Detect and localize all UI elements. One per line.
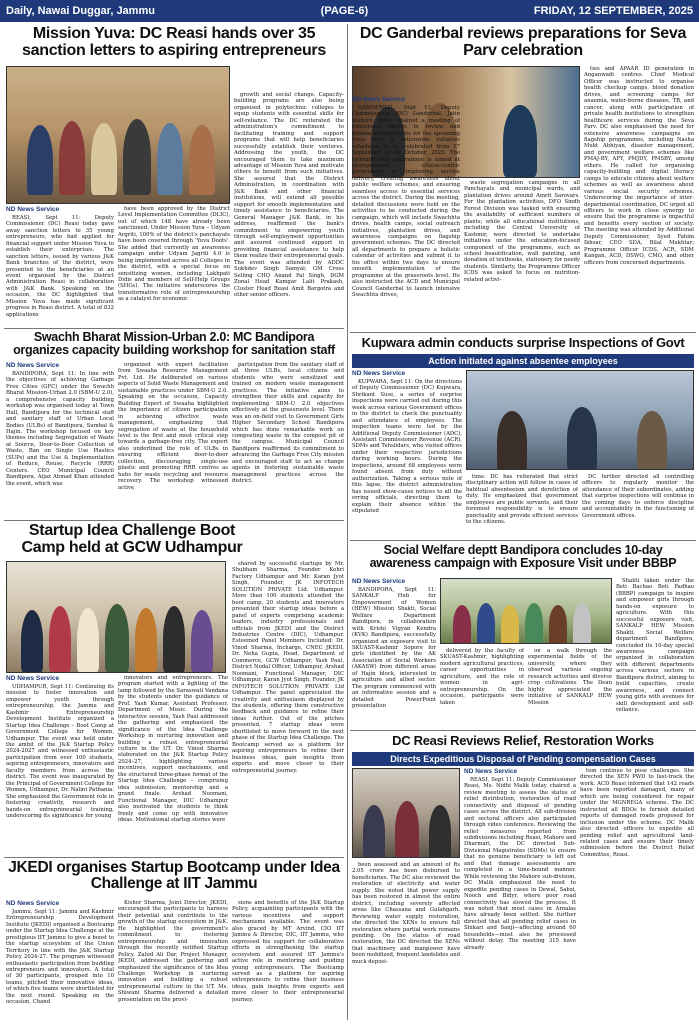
byline: ND News Service	[352, 370, 406, 377]
headline-startup-gcw: Startup Idea Challenge Boot Camp held at GCW Udhampur	[21, 522, 243, 556]
article-text: participation from the sanitary staff of all three ULBs, local citizens and students who were sensitized and trained on modern waste management practices. The initiative aims to strengthen their skills and capacity for implementing SBM-U 2.0 objectives effectively at the grassroots level. There was an on-field visit to Government Girls Higher Secondary School Bandipora which has done remarkable work on composting waste in the compost pit of the campus. Municipal Council Bandipora reaffirmed its commitment to advancing the Garbage Free City mission and encouraged staff to act as change agents in fostering sustainable waste management practices across the district.	[232, 362, 344, 485]
jkedi-col2	[118, 900, 228, 1018]
headline-mission-yuva: Mission Yuva: DC Reasi hands over 35 sanction letters to aspiring entrepreneurs	[22, 25, 326, 59]
dc-reasi-col3	[580, 768, 694, 1018]
article-text: time. DC has reiterated that strict disciplinary action will follow in cases of habitual absenteeism and dereliction of duty. He emphasized that government employees are public servants, and their foremost responsibility is to ensure punctuality and provide efficient services to the citizens.	[466, 474, 578, 526]
article-text: REASI, Sept 11: Deputy Commissioner (DC) Reasi today gave away sanction letters to 35 young entrepreneurs, who had applied for financial support under Mission Yuva to establish their enterprises. The sanction letters, issued by various J&K Bank branches of the district, were presented to the beneficiaries at an event organised by the District Administration Reasi in collaboration with J&K Bank. Speaking on the occasion, the DC highlighted that Mission Yuva has made significant progress in Reasi district. A total of 832 applications	[6, 214, 114, 318]
article-text: delivered by the faculty of SKUAST-Kashmir, highlighting modern agricultural practices, career opportunities in agriculture, and the role of women in agri-entrepreneurship. On the occasion, participants were taken	[440, 648, 524, 706]
photo-kupwara	[466, 370, 694, 470]
dc-reasi-col1	[464, 768, 576, 1018]
headline-kupwara: Kupwara admin conducts surprise Inspections of Govt	[361, 335, 685, 350]
article-text: REASI, Sept 11: Deputy Commissioner Reasi, Ms. Nidhi Malik today chaired a review meeting to assess the status of relief distribution, restoration of road connectivity and disposal of pending cases across the district. All sub-division and sectoral officers also participated through video conference. Reviewing the relief measures reported from subdivisions including Reasi, Mahore and Dharmari, the DC directed Sub-Divisional Magistrates (SDMs) to ensure that no genuine beneficiary is left out and that damage assessments are completed in a time-bound manner. While reviewing the Mahore sub-division, DC Malik emphasized the need to expedite pending cases in Dewal, Sabzi, Nooch and Bidyr, where poor road connectivity has slowed the process. It was noted that most cases in Arnalas have already been settled. She further directed that all pending relief cases in Shikari and Sanji—affecting around 60 households—must also be processed without delay. The meeting 315 have already	[464, 776, 576, 951]
section-divider	[4, 328, 344, 329]
social-welfare-col2	[440, 648, 524, 728]
article-text: UDHAMPUR, Sept 11: Continuing its mission to foster innovation and empower youth through entrepreneurship, the Jammu and Kashmir Entrepreneurship Development Institute organized a Startup Idea Challenge – Boot Camp at Government College for Women, Udhampur. The event was held under the ambit of the J&K Startup Policy 2024-2027 and witnessed enthusiastic participation from over 100 students, aspiring entrepreneurs, innovators and faculty members from across the district. The event was inaugurated by the Principal of Government College for Women, Udhampur, Dr. Nalini Pathania. She emphasized the Government role in fostering creativity, research and hands-on entrepreneurial training, underscoring its significance for young	[6, 683, 114, 819]
article-text: KUPWARA, Sept 11: On the directions of Deputy Commissioner (DC) Kupwara, Shrikant Suse, a series of surprise inspections were carried out during this week across various Government offices in the district to check the punctuality and attendance of employees. The inspection teams were led by the Additional Deputy Commissioner (ADC), Assistant Commissioner Revenue (ACR), SDMs and Tehsildars, who visited offices under their respective jurisdictions during working hours. During the inspections, around 68 employees were found absent from duty without authorization. Taking a serious note of this lapse, the district administration has issued show-cause notices to all the erring officials, directing them to explain their absence within the stipulated	[352, 378, 462, 514]
section-divider	[350, 540, 696, 541]
column-divider	[347, 24, 348, 1020]
photo-dc-reasi	[352, 768, 460, 858]
article-text: on a walk through the experimental fields of the university, where they observed various ongoing research activities and diverse crop cultivations. The Dean highly appreciated the initiative of SANKALP HEW Mission	[528, 648, 612, 706]
photo-mission-yuva	[6, 66, 230, 204]
startup-gcw-col3	[232, 561, 344, 855]
headline-ganderbal: DC Ganderbal reviews preparations for Seva Parv celebration	[359, 25, 687, 59]
article-text: BANDIPORA, Sept 11: In line with the objectives of achieving Garbage Free Cities (GFC) under the Swachh Bharat Mission–Urban 2.0 (SBM-U 2.0), a comprehensive capacity building workshop was organised today at Town Hall, Bandipora for the technical staff and sanitary staff of Urban Local Bodies (ULBs) of Bandipora, Sumbal & Hajin. The workshop focused on key themes including Segregation of Waste at Source, Door-to-Door Collection of Waste, Ban on Single Use Plastics (SUPs) and the Use & Implementation of Reduce, Reuse, Recycle (RRR) Centers. CEO Municipal Council Bandipora, Aijaz Ahmad Khan attended the event, which was	[6, 370, 114, 487]
byline: ND News Service	[352, 96, 406, 103]
paper-name: Daily, Nawai Duggar, Jammu	[6, 5, 155, 17]
byline: ND News Service	[6, 675, 60, 682]
article-text: organized with expert facilitation from Swaaha Resource Management Pvt. Ltd. He deliberated on various aspects of Solid Waste Management and sustainable practices under SBM-U 2.0. Speaking on the occasion, Capacity Building Expert of Swaaha highlighted the importance of citizen participation in achieving effective waste management, emphasizing that segregation of waste at the household level is the first and most critical step towards a garbage-free city. The expert also underlined the role of ULBs in ensuring efficient door-to-door collection, discouraging single-use plastic and promoting RRR centres as hubs for waste recycling and resource recovery. The workshop witnessed active	[118, 362, 228, 491]
jkedi-col1	[6, 900, 114, 1018]
section-divider	[350, 730, 696, 731]
social-welfare-col4	[616, 578, 694, 728]
startup-gcw-col1	[6, 675, 114, 855]
issue-date: FRIDAY, 12 SEPTEMBER, 2025	[533, 5, 693, 17]
kupwara-col1	[352, 370, 462, 538]
byline: ND News Service	[352, 578, 406, 585]
kupwara-col2	[466, 474, 578, 538]
photo-social-welfare	[440, 578, 612, 644]
article-text: DC further directed all controlling officers to regularly monitor the attendance of their subordinates, adding that surprise inspections will continue in the coming days to enforce discipline and accountability in the functioning of Government offices.	[582, 474, 694, 519]
swachh-col3	[232, 362, 344, 518]
article-text: innovators and entrepreneurs. The program started with a lighting of the lamp followed by the Saraswati Vandana by the students under the guidance of Prof. Yash Kumar, Assistant Professor, Department of Music. During the interactive session, Yash Paul addressed the gathering and emphasized the significance of the Idea Challenge Workshop in nurturing innovation and building a robust entrepreneurial culture in the UT. Dr. Vinod Sharma elaborated on the J&K Startup Policy 2024–27, highlighting various incentives, support mechanisms, and the structured three-phase format of the Startup Idea Challenge – comprising idea submission, mentorship and a grand finale. Arshad Noomani, Functional Manager, DIC Udhampur also motivated the students to think freely and come up with innovative ideas. Motivational startup stories were	[118, 675, 228, 823]
ganderbal-col1	[352, 96, 460, 330]
dc-reasi-subheadline-banner: Directs Expeditious Disposal of Pending compensation Cases	[352, 752, 694, 766]
ganderbal-col2	[464, 180, 580, 330]
headline-dc-reasi: DC Reasi Reviews Relief, Restoration Works	[392, 733, 654, 748]
ganderbal-col3	[584, 66, 694, 330]
mission-yuva-col2	[118, 206, 230, 326]
article-text: sions and benefits of the J&K Startup Policy, acquainting participants with the various incentives and support mechanisms available. The event was also graced by MT Arvind, CIO IIT Jammu & Director, DIC, IIT Jammu, who expressed his support for collaborative efforts in strengthening the startup ecosystem and assured IIT Jammu's active role in mentoring and guiding young entrepreneurs. The Bootcamp served as a platform for aspiring entrepreneurs to refine their business ideas, gain insights from experts and move closer to their entrepreneurial journey.	[232, 900, 344, 1003]
headline-social-welfare: Social Welfare deptt Bandipora concludes 10-day awareness campaign with Exposure Visit under BBBP	[369, 543, 677, 571]
headline-jkedi-iit: JKEDI organises Startup Bootcamp under Idea Challenge at IIT Jammu	[8, 859, 340, 893]
page-number: (PAGE-6)	[320, 5, 369, 17]
byline: ND News Service	[464, 768, 518, 775]
article-text: growth and social change. Capacity-building programs are also being organised in polytechnic colleges to equip students with essential skills for self-reliance. The DC reiterated the administration's commitment to facilitating training and support programs that will help beneficiaries successfully establish their ventures. Addressing the youth, the DC encouraged them to take maximum advantage of Mission Yuva and motivate others to benefit from such initiatives. She assured that the District Administration, in coordination with J&K Bank and other financial institutions, will extend all possible support for smooth implementation and timely assistance to beneficiaries. The General Manager J&K Bank, in his address, reaffirmed the bank's commitment to empowering youth through self-employment opportunities and assured continued support in providing financial assistance to help them realize their entrepreneurial goals. The event was attended by ADDC Sukhdev Singh Samyal; GM Cross Selling CHQ Anand Pal Singh, DGM Zonal Head Kamgar Lalit Prakash, Cluster Head Reasi Amit Bargotra and other senior officers.	[234, 92, 344, 299]
jkedi-col3	[232, 900, 344, 1018]
article-text: tion continue to pose challenges. She directed the XEN PWD to fast-track the work. ACD Reasi informed that 142 roads have been reported damaged, many of which are being considered for repair under the MGNREGA scheme. The DC instructed all BDOs to furnish detailed reports of damaged roads proposed for inclusion under the scheme. DC Malik also directed officers to expedite all pending relief and agricultural land-related cases and ensure their timely submission before the District Relief Committee, Reasi.	[580, 768, 694, 858]
mission-yuva-col1	[6, 206, 114, 326]
article-text: BANDIPORA, Sept 11: SANKALP Hub for Empowerment of Women (HEW) Mission Shakti, Social Welfare Department Bandipora, in collaboration with Krishi Vigyan Kendra (KVK) Bandipora, successfully organized an exposure visit to SKUAST-Kashmir Sopore for girls identified by the AK Association of Social Workers (AKASW) from different areas of Hajin block, interested in agriculture and allied sector. The program commenced with an informative session and a detailed PowerPoint presentation	[352, 586, 436, 710]
article-text: been assessed and an amount of Rs 2.05 crore has been disbursed to beneficiaries. The DC also reviewed the restoration of electricity and water supply. She noted that power supply has been restored in almost the entire district, including severely affected areas like Chassana and Gulabgarh. Reviewing water supply restoration, she directed the XENs to ensure full restoration where partial work remains pending. On the status of road restoration, the DC directed the XENs that machinery and manpower have been mobilized, frequent landslides and muck deposi-	[352, 862, 460, 965]
article-text: waste segregation campaigns in all Panchayats and municipal wards, and plantation drives around Amrit Sarovars. For the plantation activities, DFO Sindh Forest Division was tasked with ensuring the availability of sufficient numbers of plants; while all educational institutions, including the Central University of Kashmir, were directed to undertake initiatives under the education-focused component of the programme, such as school beautification, wall painting, and donation of textbooks, stationery for needy students. Similarly, the Programme Officer ICDS was asked to focus on nutrition-related activi-	[464, 180, 580, 283]
byline: ND News Service	[6, 362, 60, 369]
mission-yuva-col3	[234, 92, 344, 326]
kupwara-subheadline-banner: Action initiated against absentee employees	[352, 354, 694, 368]
article-text: have been approved by the District Level Implementation Committee (DLIC), out of which 148 have already been sanctioned. Under Mission Yuva – Udyam Argriti, 100% of the district's panchayats have been covered through 'Yuva Doots'. She added that currently an awareness campaign under Udyam Jagriti 4.0 is being implemented across all Colleges in the district, with a special focus on sensitizing women, including Lakhpati Didis and members of Self-Help Groups (SHGs). The initiative underscores the transformative role of entrepreneurship as a catalyst for economic	[118, 206, 230, 303]
social-welfare-col1	[352, 578, 436, 728]
article-text: Kishor Sharma, Joint Director, JKEDI, encouraged the participants to harness their potential and contribute to the growth of the startup ecosystem in J&K. He highlighted the government's commitment to fostering entrepreneurship and innovation through the recently notified Startup Policy. Zahid Ali Dar, Project Manager, JKEDI, addressed the gathering and emphasized the significance of the Idea Challenge Workshop in nurturing innovation and building a robust entrepreneurial culture in the UT. Ms. Shiwani Sharma delivered a detailed presentation on the provi-	[118, 900, 228, 1003]
section-divider	[350, 332, 696, 333]
photo-startup-gcw	[6, 561, 226, 673]
article-text: Jammu, Sept 11: Jammu and Kashmir Entrepreneurship Development Institute (JKEDI) organised a Bootcamp under the Startup Idea Challenge at the prestigious IIT Jammu to give a boost to the startup ecosystem of the Union Territory in line with the J&K Startup Policy 2024-27. The program witnessed enthusiastic participation from budding entrepreneurs and innovators. A total of 30 participants, grouped into 10 teams, pitched their innovative ideas, of which five teams were shortlisted for the next round. Speaking on the occasion, Chand	[6, 908, 114, 1006]
swachh-col2	[118, 362, 228, 518]
byline: ND News Service	[6, 206, 60, 213]
article-text: Shakti taken under the Beti Bachao Beti Padhao (BBBP) campaign to inspire and empower girls through hands-on exposure to agriculture. With this successful exposure visit, SANKALP HEW Mission Shakti, Social Welfare department Bandipora, concluded its 10-day special awareness campaign organized in collaboration with different departments across various sectors in Bandipora district, aiming to build capacities, create awareness, and connect young girls with avenues for skill development and self-reliance.	[616, 578, 694, 714]
article-text: GANDERBAL, Sept 11: Deputy Commissioner (DC) Ganderbal, Jatin Kishore, today chaired a meeting of concerned officers to review and finalise arrangements for the upcoming Seva Parv, a nationwide initiative scheduled to be celebrated from 17 September to 02 October, 2025. The fortnight-long programme is aimed at strengthening citizen-centric governance by improving service delivery, creating awareness about public welfare schemes, and ensuring seamless access to essential services across the district. During the meeting, detailed discussions were held on the activities to be conducted during the campaign, which will include Swachhta drives, health camps, social outreach initiatives, plantation drives, and awareness campaigns on flagship government schemes. The DC directed all departments to prepare a holistic calendar of activities and submit it to his office within two days to ensure smooth implementation of the programme at the grassroots level. He also instructed the ACD and Municipal Council Ganderbal to launch intensive Swachhta drives,	[352, 104, 460, 299]
kupwara-col3	[582, 474, 694, 538]
headline-swachh-bharat: Swachh Bharat Mission-Urban 2.0: MC Bandipora organizes capacity building workshop for sanitation staff	[13, 330, 335, 358]
section-divider	[4, 857, 344, 858]
article-text: ties and APAAR ID generation in Anganwadi centres. Chief Medical Officer was instructed to organise health checkup camps, blood donation drives, and screening camps for anaemia, water-borne diseases, TB, and cancer, along with participation of private health institutions to strengthen healthcare services during the Seva Parv. DC also emphasised the need for extensive awareness campaigns on flagship programmes, including Nasha Mukt Abhiyan, disaster management, and government welfare schemes like PMAJ-BY, APY, PMJDY, PMSBY, among others. He called for organising capacity-building and digital literacy camps to educate citizens about welfare schemes as well as awareness about various social security schemes. Underscoring the importance of inter-departmental coordination, DC urged all officers to work in close synergy to ensure that the programme is impactful and benefits every section of society. The meeting was attended by Additional Deputy Commissioner, Syed Fahim Ikhsar, CEO SDA, Bilal Mukhtar; Programme Officer ICDS, ACR, SDM Kangan, ACD, DSWO, CMO, and other officers from concerned departments.	[584, 66, 694, 266]
startup-gcw-col2	[118, 675, 228, 855]
social-welfare-col3	[528, 648, 612, 728]
masthead	[0, 0, 699, 22]
section-divider	[4, 520, 344, 521]
swachh-col1	[6, 362, 114, 518]
byline: ND News Service	[6, 900, 60, 907]
dc-reasi-col2	[352, 862, 460, 1018]
article-text: shared by successful startups by Mr. Shubham Sharma, Founder Kohri Factory Udhampur and Mr. Karan Jyot Singh, Founder, JK INFOTECH SOLUTION PRIVATE Ltd. Udhampur. More than 100 students attended the boot camp, 20 students and innovators presented their startup ideas before a panel of experts comprising academic leaders, industry professionals and officials from JKEDI and the District Industries Centre (DIC), Udhampur. Esteemed Panel Members Included: Dr. Vinod Sharma, Incharge, CNEC JKEDI, Dr. Neha Gupta, Head, Department of Commerce, GCW Udhampur, Yash Paul, District Nodal Officer, Udhampur, Arshad Noomani, Functional Manager, DIC Udhampur, Karan Jyot Singh, Founder, JK INFOTECH SOLUTION PRIVATE Ltd Udhampur. The panel appreciated the creativity and enthusiasm displayed by the students, offering them constructive feedback and guidance to refine their ideas further. Out of the pitches presented, 7 startup ideas were shortlisted to move forward in the next phase of the Startup Idea Challenge. The Bootcamp served as a platform for aspiring entrepreneurs to refine their business ideas, gain insights from experts and move closer to their entrepreneurial journey.	[232, 561, 344, 774]
